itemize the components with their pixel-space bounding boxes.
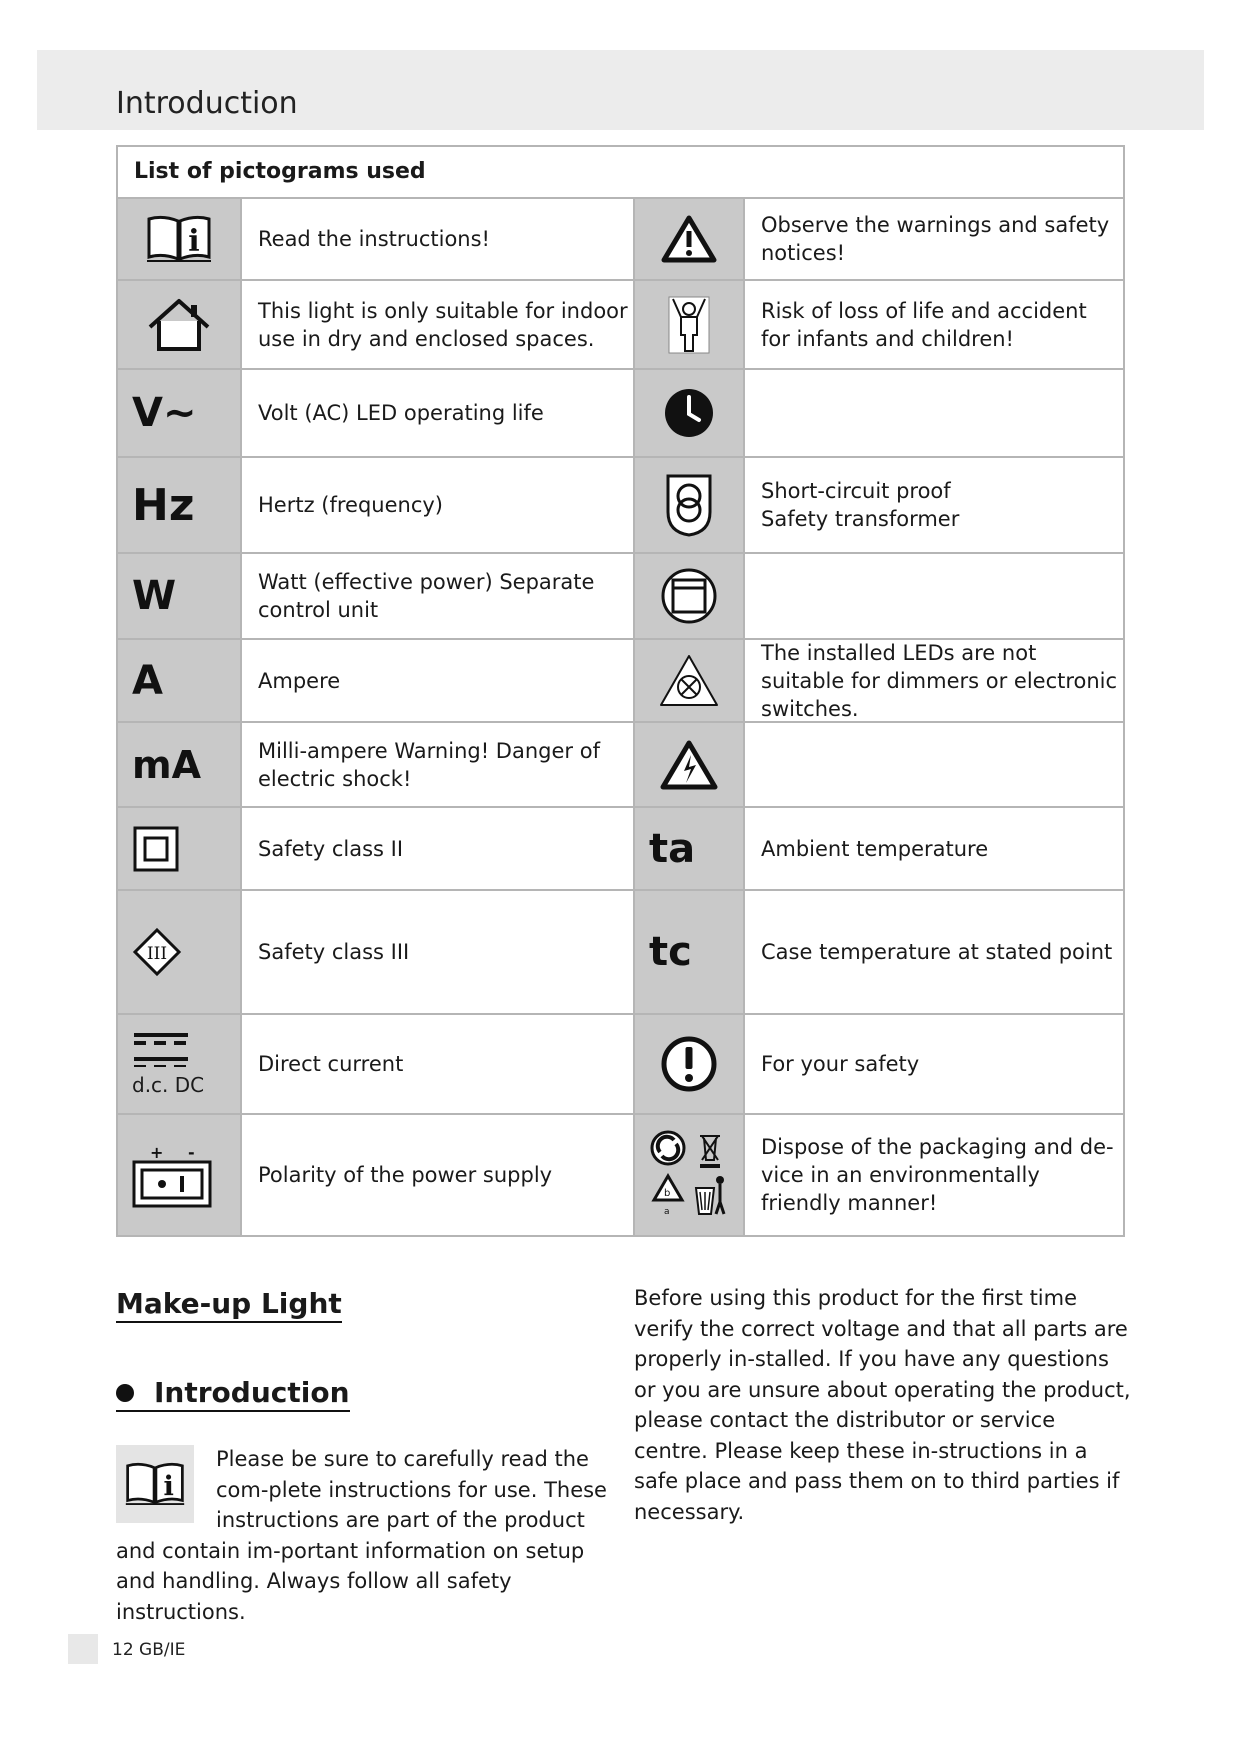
pictogram-description: Polarity of the power supply (258, 1163, 553, 1187)
pictogram-description (745, 370, 1121, 456)
pictogram-description: Observe the warnings and safety notices! (761, 213, 1110, 265)
control-unit-icon (633, 554, 745, 638)
case-temp-glyph: tc (649, 929, 692, 975)
ampere-glyph: A (132, 657, 163, 704)
hertz-icon (118, 458, 242, 552)
table-row (118, 458, 1123, 554)
table-row (118, 1115, 1123, 1235)
page-number: 12 GB/IE (112, 1640, 186, 1660)
pictogram-description: Risk of loss of life and accident for infants and children! (761, 298, 1087, 351)
safety-transformer-icon (633, 458, 745, 552)
pictogram-description: Safety class III (258, 940, 410, 964)
table-row (118, 281, 1123, 370)
pictogram-table (116, 145, 1125, 1237)
pictogram-description: Milli-ampere Warning! Danger of electric shock! (258, 738, 600, 791)
clock-icon (633, 370, 745, 456)
child-danger-icon (633, 281, 745, 368)
pictogram-description: Volt (AC) LED operating life (258, 401, 544, 425)
no-dimmer-icon (633, 640, 745, 721)
table-row (118, 723, 1123, 808)
pictogram-description: Case temperature at stated point (761, 940, 1113, 964)
case-temp-icon (633, 891, 745, 1013)
svg-text:III: III (146, 944, 168, 964)
polarity-icon (118, 1115, 242, 1235)
page-title: Introduction (116, 86, 298, 121)
pictogram-description: This light is only suitable for indoor use in dry and enclosed spaces. (258, 298, 628, 351)
table-row (118, 808, 1123, 891)
pictogram-description: Ampere (258, 668, 341, 693)
table-row (118, 554, 1123, 640)
pictogram-description: Direct current (258, 1052, 404, 1076)
dc-label: d.c. DC (132, 1073, 205, 1097)
ambient-temp-icon (633, 808, 745, 889)
recycling-icon (633, 1115, 745, 1235)
house-icon (118, 281, 242, 368)
pictogram-table-title: List of pictograms used (118, 147, 1123, 199)
subsection-title-text: Introduction (154, 1376, 350, 1409)
watt-glyph: W (132, 573, 177, 619)
table-row (118, 370, 1123, 458)
pictogram-description: For your safety (761, 1052, 920, 1076)
pictogram-description: Safety class II (258, 836, 404, 861)
book-info-icon (118, 199, 242, 279)
pictogram-description: Watt (effective power) Separate control unit (258, 570, 595, 622)
pictogram-description: Read the instructions! (258, 227, 490, 251)
svg-text:i: i (188, 224, 200, 259)
watt-icon (118, 554, 242, 638)
intro-text: Please be sure to carefully read the com-plete instructions for use. These instructions are part of the product and contain im-portant information on setup and handling. Always follow all safety instructions. (116, 1447, 607, 1624)
table-row (118, 891, 1123, 1015)
intro-right-paragraph: Before using this product for the first time verify the correct voltage and that all parts are properly in-stalled. If you have any questions or you are unsure about operating the product, please contact the distributor or service centre. Please keep these in-structions in a safe place and pass them on to third parties if necessary. (634, 1286, 1131, 1524)
footer-marker (68, 1634, 98, 1664)
pictogram-description: Short-circuit proof Safety transformer (761, 479, 960, 531)
warning-triangle-icon (633, 199, 745, 279)
milliampere-icon (118, 723, 242, 806)
table-row (118, 1015, 1123, 1115)
volt-ac-icon (118, 370, 242, 456)
table-row (118, 199, 1123, 281)
exclamation-circle-icon (633, 1015, 745, 1113)
pictogram-description (745, 723, 1121, 806)
icon-float-spacer (116, 1444, 216, 1532)
electric-shock-icon (633, 723, 745, 806)
pictogram-description: The installed LEDs are not suitable for dimmers or electronic switches. (761, 640, 1118, 721)
pictogram-description: Hertz (frequency) (258, 493, 443, 517)
svg-text:+: + (150, 1143, 164, 1162)
hertz-glyph: Hz (132, 479, 195, 531)
svg-text:a: a (664, 1207, 670, 1217)
svg-text:b: b (664, 1188, 671, 1199)
svg-text:i: i (163, 1469, 174, 1502)
pictogram-description: Ambient temperature (761, 836, 989, 861)
ampere-icon (118, 640, 242, 721)
ambient-temp-glyph: ta (649, 825, 696, 872)
svg-text:-: - (188, 1143, 195, 1162)
table-row (118, 640, 1123, 723)
section-title: Make-up Light (116, 1287, 342, 1323)
volt-ac-glyph: V~ (132, 390, 197, 436)
pictogram-description (745, 554, 1121, 638)
direct-current-icon (118, 1015, 242, 1113)
safety-class-2-icon (118, 808, 242, 889)
subsection-title (116, 1376, 350, 1412)
milliampere-glyph: mA (132, 742, 202, 787)
bullet-icon (116, 1384, 134, 1402)
intro-paragraph (116, 1444, 608, 1627)
pictogram-description: Dispose of the packaging and de-vice in an environmentally friendly manner! (761, 1135, 1114, 1215)
safety-class-3-icon (118, 891, 242, 1013)
